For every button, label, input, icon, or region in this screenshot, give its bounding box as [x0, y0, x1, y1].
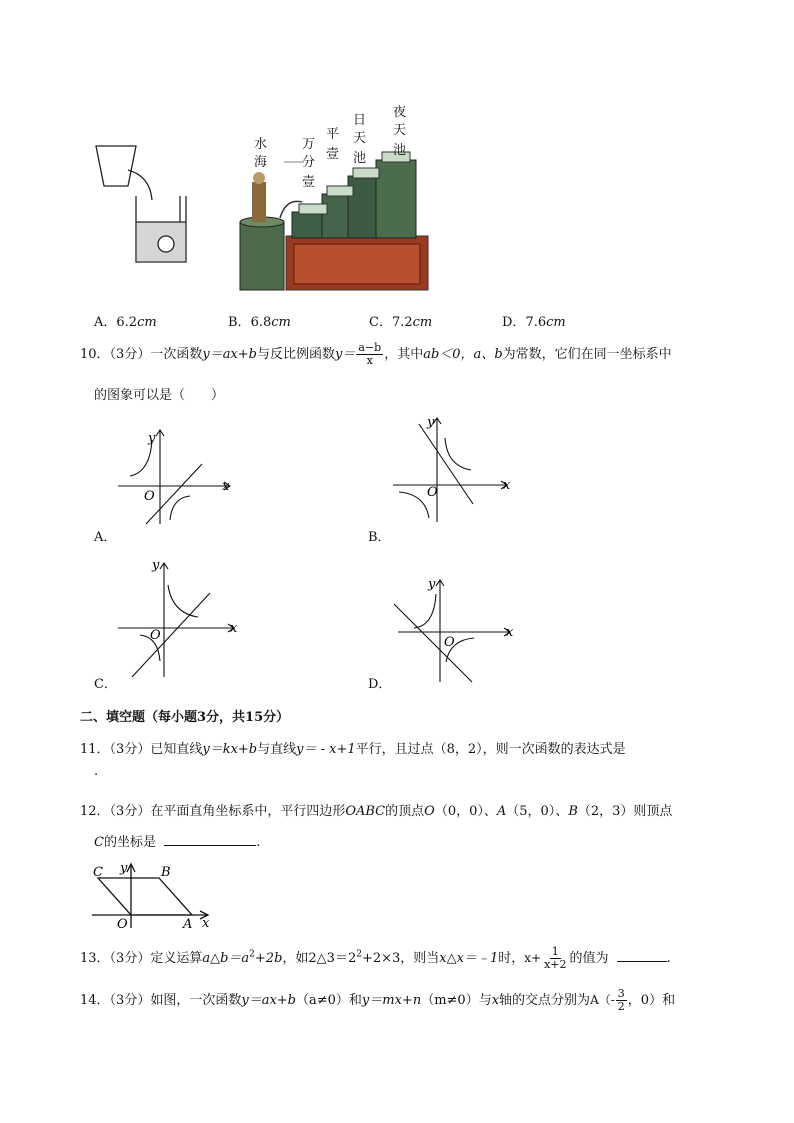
q10-text: 与反比例函数	[257, 347, 336, 362]
section-heading: 二、填空题（每小题3分，共15分）	[80, 710, 290, 725]
option-unit: cm	[271, 315, 291, 330]
q12-parallelogram-name: OABC	[345, 804, 386, 819]
q10-graph-d	[390, 570, 520, 685]
axis-x-label: x	[222, 479, 230, 494]
option-value: 7.6	[525, 315, 547, 330]
fraction-numerator: 3	[617, 987, 625, 1000]
q10-option-a-label: A．	[94, 530, 117, 545]
label-b: B	[161, 865, 171, 880]
axis-y-label: y	[148, 431, 156, 446]
water-clock-drawing	[240, 152, 428, 290]
q10-text: 为常数，它们在同一坐标系中	[502, 347, 672, 362]
question-number: 13．（3分）	[80, 951, 151, 966]
fig-label-ritianchi-1: 日	[353, 113, 367, 128]
axis-y-label: y	[427, 415, 435, 430]
fig-label-ritianchi-2: 天	[353, 131, 367, 146]
q12-period: .	[256, 835, 261, 850]
q13-text: +2×3，则当	[361, 951, 440, 966]
q10-condition: ab＜0，a、b	[423, 347, 503, 362]
q12-stem-line1	[80, 800, 672, 819]
label-c: C	[93, 865, 103, 880]
question-number: 12．（3分）	[80, 804, 151, 819]
q12-text: （2，3）则顶点	[577, 804, 673, 819]
fig-label-yetianchi-2: 天	[393, 123, 407, 138]
answer-blank[interactable]	[617, 961, 667, 962]
q10-formula-linear: y＝ax+b	[202, 347, 257, 362]
q13-expr: x+	[524, 951, 542, 965]
axis-x-label: x	[506, 625, 514, 640]
axis-x-label: x	[230, 621, 238, 636]
q10-option-c-label: C．	[94, 677, 117, 692]
q13-stem	[80, 946, 671, 971]
q14-formula-1: y＝ax+b	[241, 993, 296, 1008]
axis-x-label: x	[503, 478, 511, 493]
option-unit: cm	[412, 315, 433, 330]
axis-x-label: x	[202, 916, 210, 931]
q13-period: .	[666, 951, 671, 966]
q11-text: 已知直线	[150, 742, 203, 757]
q12-point-o: O	[424, 804, 435, 819]
fraction-denominator: x	[366, 354, 373, 367]
q13-fraction	[542, 946, 568, 971]
q10-option-d-label: D．	[368, 677, 392, 692]
answer-blank[interactable]	[164, 845, 256, 846]
option-unit: cm	[546, 315, 566, 330]
q9-option-b	[228, 311, 291, 330]
q14-stem	[80, 988, 675, 1013]
q13-definition: a△b＝a	[202, 951, 250, 966]
axis-y-label: y	[152, 558, 160, 573]
q10-text: ，其中	[384, 347, 424, 362]
fraction-denominator: x+2	[544, 958, 567, 971]
q12-text: （0，0）、	[434, 804, 497, 819]
q10-graph-c	[110, 555, 250, 680]
q14-point: A（-	[590, 993, 615, 1007]
q9-option-c	[369, 311, 432, 330]
origin-label: O	[427, 485, 438, 500]
fig-label-yetianchi-3: 池	[393, 143, 407, 158]
option-letter: C．	[369, 315, 392, 330]
q10-fraction	[356, 342, 383, 367]
option-letter: B．	[228, 315, 251, 330]
option-value: 6.8	[250, 315, 272, 330]
q13-superscript: 2	[249, 949, 255, 960]
question-number: 11．（3分）	[80, 742, 151, 757]
q12-point-c: C	[94, 835, 104, 850]
fig-label-wanfen-3: 壹	[302, 175, 316, 190]
q14-text: 轴的交点分别为	[499, 993, 591, 1008]
q9-figure	[80, 100, 440, 300]
option-value: 6.2	[116, 315, 138, 330]
q12-text: 的坐标是	[103, 835, 156, 850]
q10-formula-inverse-lhs: y＝	[335, 347, 356, 362]
q13-text: 的值为	[569, 951, 609, 966]
q13-text: 定义运算	[150, 951, 203, 966]
q14-formula-2: y＝mx+n	[361, 993, 422, 1008]
q10-option-b-label: B．	[368, 530, 391, 545]
q10-stem-line1	[80, 342, 672, 367]
axis-y-label: y	[120, 861, 128, 876]
q12-stem-line2	[94, 831, 260, 850]
q12-point-a: A	[496, 804, 507, 819]
option-value: 7.2	[391, 315, 413, 330]
q13-text: ，如2△3＝2	[282, 951, 357, 966]
option-letter: A．	[94, 315, 117, 330]
q11-text: 平行，且过点（8，2），则一次函数的表达式是	[355, 742, 626, 757]
fraction-numerator: a−b	[358, 341, 382, 354]
q9-option-a	[94, 311, 157, 330]
origin-label: O	[144, 489, 155, 504]
fig-label-wanfen-1: 万	[302, 137, 316, 152]
q11-formula-2: y＝ - x+1	[296, 742, 356, 757]
q12-text: （5，0）、	[506, 804, 569, 819]
axis-y-label: y	[428, 577, 436, 592]
q10-text: 一次函数	[150, 347, 203, 362]
q10-graph-b	[385, 410, 525, 525]
q11-formula-1: y＝kx+b	[202, 742, 258, 757]
question-number: 10．（3分）	[80, 347, 151, 362]
label-o: O	[117, 917, 128, 932]
origin-label: O	[150, 628, 161, 643]
q14-text: ，0）和	[627, 993, 676, 1008]
fraction-numerator: 1	[551, 945, 559, 958]
q11-text: 与直线	[257, 742, 297, 757]
q12-text: 在平面直角坐标系中，平行四边形	[150, 804, 346, 819]
fig-label-shuihai-1: 水	[254, 137, 268, 152]
q13-superscript: 2	[356, 949, 362, 960]
fig-label-yetianchi-1: 夜	[393, 105, 407, 120]
fig-label-pingyi-2: 壹	[326, 147, 340, 162]
q13-text: 时，	[498, 951, 525, 966]
q14-text: 如图，一次函数	[150, 993, 242, 1008]
q12-parallelogram-figure	[88, 856, 218, 932]
option-unit: cm	[137, 315, 157, 330]
q12-point-b: B	[568, 804, 578, 819]
q9-option-d	[502, 311, 566, 330]
fig-label-shuihai-2: 海	[254, 155, 268, 170]
q10-graph-a	[110, 420, 250, 530]
q13-condition: x△x＝﹣1	[439, 951, 499, 966]
fig-label-wanfen-2: 分	[302, 155, 316, 170]
fig-label-ritianchi-3: 池	[353, 151, 367, 166]
q11-stem-line1	[80, 738, 626, 757]
q11-stem-line2: .	[94, 764, 99, 779]
q14-text: （a≠0）和	[296, 993, 362, 1008]
question-number: 14．（3分）	[80, 993, 151, 1008]
q14-fraction	[616, 988, 627, 1013]
fraction-denominator: 2	[617, 1000, 625, 1013]
q14-x: x	[491, 993, 500, 1008]
fig-label-pingyi-1: 平	[326, 127, 340, 142]
origin-label: O	[444, 635, 455, 650]
q12-text: 的顶点	[385, 804, 425, 819]
q14-text: （m≠0）与	[421, 993, 492, 1008]
q13-definition-tail: +2b	[254, 951, 283, 966]
funnel-drawing	[96, 146, 186, 262]
label-a: A	[183, 917, 193, 932]
option-letter: D．	[502, 315, 526, 330]
q10-stem-line2: 的图象可以是（ ）	[94, 388, 225, 403]
